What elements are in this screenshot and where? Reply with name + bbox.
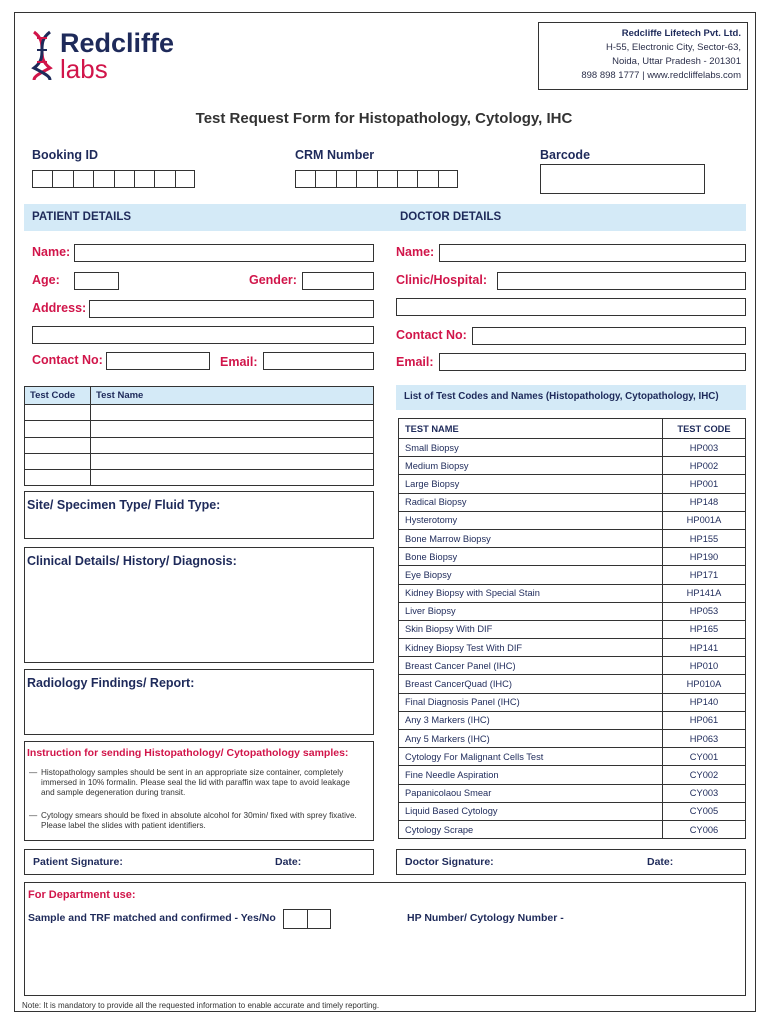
test-code-cell: HP155 (663, 529, 746, 547)
list-item (399, 511, 746, 529)
test-name-cell: Papanicolaou Smear (399, 784, 663, 802)
test-list-band (396, 385, 746, 410)
list-item (399, 802, 746, 820)
doctor-email-label: Email: (396, 355, 434, 369)
patient-signature-label: Patient Signature: (33, 856, 123, 868)
list-item (399, 457, 746, 475)
test-list-title: List of Test Codes and Names (Histopathology, Cytopathology, IHC) (404, 391, 719, 402)
test-name-cell: Hysterotomy (399, 511, 663, 529)
patient-signature-box[interactable] (24, 849, 374, 875)
yes-no-field[interactable] (283, 909, 331, 929)
table-row[interactable] (25, 405, 374, 421)
test-code-cell: CY005 (663, 802, 746, 820)
test-name-cell: Any 3 Markers (IHC) (399, 711, 663, 729)
list-item (399, 711, 746, 729)
doctor-signature-box[interactable] (396, 849, 746, 875)
test-name-header: Test Name (91, 387, 374, 405)
table-row[interactable] (25, 453, 374, 469)
list-item (399, 730, 746, 748)
site-specimen-label: Site/ Specimen Type/ Fluid Type: (27, 498, 221, 512)
test-code-cell: HP010 (663, 657, 746, 675)
patient-address-label: Address: (32, 301, 87, 315)
barcode-label: Barcode (540, 148, 591, 162)
company-address-2: Noida, Uttar Pradesh - 201301 (612, 56, 741, 67)
test-code-cell: HP010A (663, 675, 746, 693)
test-name-cell: Breast CancerQuad (IHC) (399, 675, 663, 693)
test-name-cell: Liquid Based Cytology (399, 802, 663, 820)
list-item (399, 475, 746, 493)
test-code-cell: HP148 (663, 493, 746, 511)
test-name-cell: Medium Biopsy (399, 457, 663, 475)
test-code-cell: CY003 (663, 784, 746, 802)
list-item (399, 748, 746, 766)
doctor-date-label: Date: (647, 856, 674, 868)
doctor-contact-field[interactable] (472, 327, 746, 345)
list-item (399, 584, 746, 602)
doctor-clinic-label: Clinic/Hospital: (396, 273, 487, 287)
test-entry-table[interactable] (24, 386, 374, 486)
list-item (399, 657, 746, 675)
test-name-cell: Cytology Scrape (399, 820, 663, 838)
test-name-cell: Radical Biopsy (399, 493, 663, 511)
department-title: For Department use: (28, 889, 136, 901)
clinical-details-label: Clinical Details/ History/ Diagnosis: (27, 554, 237, 568)
form-title: Test Request Form for Histopathology, Cytology, IHC (195, 110, 573, 127)
list-item (399, 529, 746, 547)
doctor-name-label: Name: (396, 245, 435, 259)
test-code-cell: HP002 (663, 457, 746, 475)
brand-name: Redcliffe (60, 28, 175, 58)
company-contact: 898 898 1777 | www.redcliffelabs.com (581, 70, 741, 81)
test-code-cell: CY001 (663, 748, 746, 766)
test-name-cell: Bone Biopsy (399, 548, 663, 566)
department-box (24, 882, 746, 996)
doctor-clinic-field-2[interactable] (396, 298, 746, 316)
test-code-cell: HP141A (663, 584, 746, 602)
instructions-title: Instruction for sending Histopathology/ Cytopathology samples: (27, 747, 349, 759)
test-code-col-header: TEST CODE (663, 419, 746, 439)
doctor-contact-label: Contact No: (396, 328, 467, 342)
company-info (538, 22, 748, 90)
doctor-clinic-field[interactable] (497, 272, 746, 290)
patient-email-field[interactable] (263, 352, 374, 370)
test-name-cell: Final Diagnosis Panel (IHC) (399, 693, 663, 711)
test-code-header: Test Code (25, 387, 91, 405)
patient-age-field[interactable] (74, 272, 119, 290)
brand-labs: labs (60, 54, 108, 84)
patient-name-label: Name: (32, 245, 71, 259)
list-item (399, 639, 746, 657)
test-code-cell: HP001 (663, 475, 746, 493)
patient-gender-label: Gender: (249, 273, 297, 287)
doctor-email-field[interactable] (439, 353, 746, 371)
dna-icon (30, 30, 54, 82)
matched-label: Sample and TRF matched and confirmed - Yes/No (28, 912, 276, 924)
table-row[interactable] (25, 421, 374, 437)
test-code-cell: HP001A (663, 511, 746, 529)
patient-details-header: PATIENT DETAILS (32, 211, 132, 223)
test-name-cell: Fine Needle Aspiration (399, 766, 663, 784)
patient-address-field[interactable] (89, 300, 374, 318)
test-name-cell: Liver Biopsy (399, 602, 663, 620)
patient-gender-field[interactable] (302, 272, 374, 290)
clinical-details-box[interactable] (24, 547, 374, 663)
list-header-row (399, 419, 746, 439)
test-name-col-header: TEST NAME (399, 419, 663, 439)
patient-date-label: Date: (275, 856, 302, 868)
test-code-cell: HP171 (663, 566, 746, 584)
instruction-item: — Cytology smears should be fixed in absolute alcohol for 30min/ fixed with sprey fixative. Please label the slides with patient identifiers. (29, 811, 357, 830)
radiology-label: Radiology Findings/ Report: (27, 676, 195, 690)
radiology-box[interactable] (24, 669, 374, 735)
patient-age-label: Age: (32, 273, 60, 287)
crm-number-field[interactable] (295, 170, 458, 188)
instruction-item: — Histopathology samples should be sent in an appropriate size container, completely immersed in 10% formalin. Please seal the lid with paraffin wax tape to avoid leakage and sample degeneration during transit. (29, 768, 350, 797)
list-item (399, 602, 746, 620)
site-specimen-box[interactable] (24, 491, 374, 539)
patient-contact-field[interactable] (106, 352, 210, 370)
company-address-1: H-55, Electronic City, Sector-63, (606, 42, 741, 53)
table-row[interactable] (25, 470, 374, 486)
patient-email-label: Email: (220, 355, 258, 369)
test-name-cell: Skin Biopsy With DIF (399, 620, 663, 638)
test-name-cell: Breast Cancer Panel (IHC) (399, 657, 663, 675)
test-code-cell: HP141 (663, 639, 746, 657)
doctor-name-field[interactable] (439, 244, 746, 262)
test-name-cell: Large Biopsy (399, 475, 663, 493)
test-name-cell: Eye Biopsy (399, 566, 663, 584)
logo (30, 28, 200, 84)
doctor-signature-label: Doctor Signature: (405, 856, 494, 868)
instructions-box (24, 741, 374, 841)
test-code-cell: HP063 (663, 730, 746, 748)
test-code-cell: CY006 (663, 820, 746, 838)
list-item (399, 784, 746, 802)
test-name-cell: Cytology For Malignant Cells Test (399, 748, 663, 766)
list-item (399, 566, 746, 584)
test-name-cell: Kidney Biopsy Test With DIF (399, 639, 663, 657)
test-code-cell: HP190 (663, 548, 746, 566)
list-item (399, 493, 746, 511)
patient-name-field[interactable] (74, 244, 374, 262)
list-item (399, 693, 746, 711)
test-code-cell: CY002 (663, 766, 746, 784)
test-code-cell: HP140 (663, 693, 746, 711)
list-item (399, 766, 746, 784)
list-item (399, 820, 746, 838)
booking-id-field[interactable] (32, 170, 195, 188)
test-name-cell: Small Biopsy (399, 439, 663, 457)
test-code-cell: HP165 (663, 620, 746, 638)
list-item (399, 675, 746, 693)
test-code-cell: HP003 (663, 439, 746, 457)
test-name-cell: Any 5 Markers (IHC) (399, 730, 663, 748)
doctor-details-header: DOCTOR DETAILS (400, 211, 502, 223)
barcode-field[interactable] (540, 164, 705, 194)
test-name-cell: Bone Marrow Biopsy (399, 529, 663, 547)
booking-id-label: Booking ID (32, 148, 98, 162)
list-item (399, 439, 746, 457)
list-item (399, 548, 746, 566)
hp-number-label: HP Number/ Cytology Number - (407, 912, 564, 924)
footer-note: Note: It is mandatory to provide all the requested information to enable accurate and timely reporting. (22, 1001, 380, 1010)
table-header-row (25, 387, 374, 405)
test-code-cell: HP061 (663, 711, 746, 729)
test-name-cell: Kidney Biopsy with Special Stain (399, 584, 663, 602)
table-row[interactable] (25, 437, 374, 453)
patient-address-field-2[interactable] (32, 326, 374, 344)
company-name: Redcliffe Lifetech Pvt. Ltd. (621, 28, 741, 39)
list-item (399, 620, 746, 638)
crm-number-label: CRM Number (295, 148, 375, 162)
test-code-list (398, 418, 746, 839)
test-code-cell: HP053 (663, 602, 746, 620)
patient-contact-label: Contact No: (32, 353, 103, 367)
details-header-band (24, 204, 746, 231)
